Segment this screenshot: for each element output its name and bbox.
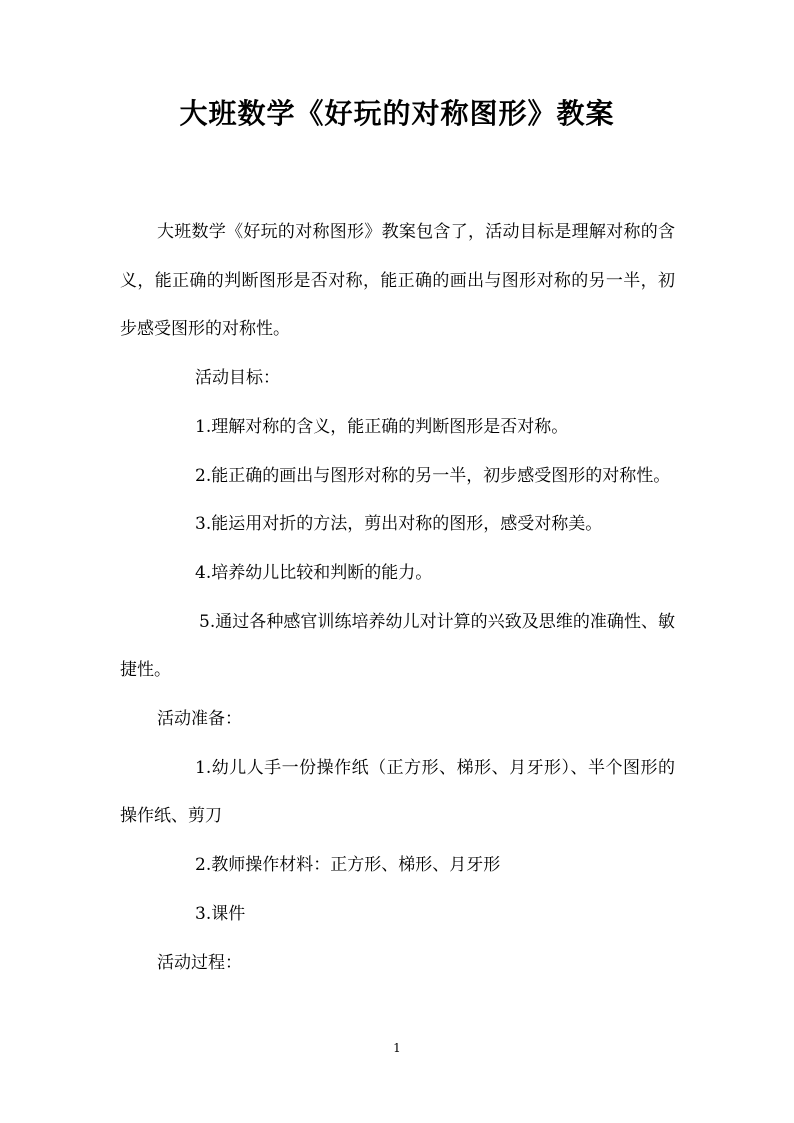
page-number: 1: [393, 1041, 401, 1055]
prep-item-2: 2.教师操作材料：正方形、梯形、月牙形: [195, 855, 501, 876]
goal-item-4: 4.培养幼儿比较和判断的能力。: [195, 562, 433, 583]
prep-heading: 活动准备：: [157, 709, 242, 730]
intro-paragraph: 大班数学《好玩的对称图形》教案包含了，活动目标是理解对称的含义，能正确的判断图形是否对称，能正确的画出与图形对称的另一半，初步感受图形的对称性。: [120, 222, 675, 340]
prep-item-3: 3.课件: [195, 903, 246, 924]
document-title: 大班数学《好玩的对称图形》教案: [179, 97, 615, 130]
prep-item-1: 1.幼儿人手一份操作纸（正方形、梯形、月牙形）、半个图形的操作纸、剪刀: [120, 757, 675, 827]
process-heading: 活动过程：: [157, 952, 242, 973]
goals-heading: 活动目标：: [195, 368, 280, 389]
document-body: [120, 208, 675, 987]
goal-item-2: 2.能正确的画出与图形对称的另一半，初步感受图形的对称性。: [195, 465, 671, 486]
goal-item-5: 5.通过各种感官训练培养幼儿对计算的兴致及思维的准确性、敏捷性。: [120, 611, 675, 681]
goal-item-1: 1.理解对称的含义，能正确的判断图形是否对称。: [195, 416, 569, 437]
goal-item-3: 3.能运用对折的方法，剪出对称的图形，感受对称美。: [195, 514, 603, 535]
